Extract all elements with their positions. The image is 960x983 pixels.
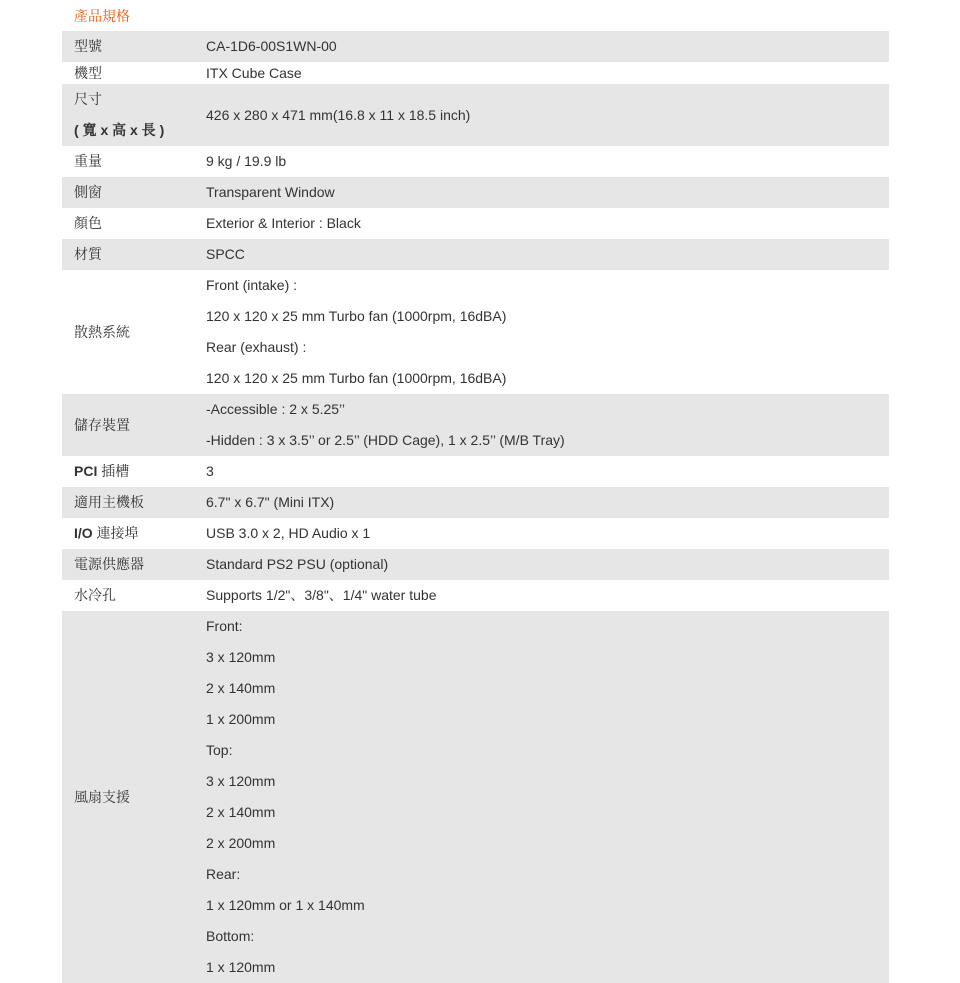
spec-label-bold: I/O <box>74 525 93 541</box>
spec-row-weight <box>62 146 889 177</box>
spec-value-line: 2 x 200mm <box>206 835 276 851</box>
spec-value-line: 120 x 120 x 25 mm Turbo fan (1000rpm, 16dBA) <box>206 370 507 386</box>
spec-label <box>62 518 206 549</box>
spec-value-line: 2 x 140mm <box>206 804 276 820</box>
spec-value-line: 3 x 120mm <box>206 773 276 789</box>
spec-value-line: 1 x 120mm <box>206 959 276 975</box>
spec-value <box>206 270 889 394</box>
spec-value: Transparent Window <box>206 177 889 208</box>
spec-value: CA-1D6-00S1WN-00 <box>206 31 889 62</box>
spec-value: USB 3.0 x 2, HD Audio x 1 <box>206 525 371 541</box>
spec-label <box>62 84 206 146</box>
spec-row-motherboard <box>62 487 889 518</box>
page-title: 產品規格 <box>74 8 130 24</box>
spec-row-model <box>62 31 889 62</box>
spec-value-line: 1 x 200mm <box>206 711 276 727</box>
spec-value-line: 3 x 120mm <box>206 649 276 665</box>
spec-value-line: Top: <box>206 742 233 758</box>
spec-value: 6.7" x 6.7" (Mini ITX) <box>206 487 889 518</box>
spec-value <box>206 394 889 456</box>
spec-value-line: -Accessible : 2 x 5.25’’ <box>206 401 346 417</box>
spec-value-line: Front: <box>206 618 243 634</box>
spec-row-water <box>62 580 889 611</box>
spec-label: 散熱系統 <box>74 323 130 340</box>
spec-row-cooling <box>62 270 889 394</box>
spec-label: 重量 <box>74 153 102 169</box>
spec-value: Standard PS2 PSU (optional) <box>206 549 889 580</box>
spec-value-line: 2 x 140mm <box>206 680 276 696</box>
spec-value-line: Rear: <box>206 866 241 882</box>
spec-label: 顏色 <box>74 215 102 231</box>
spec-value-line: 1 x 120mm or 1 x 140mm <box>206 897 365 913</box>
spec-row-material <box>62 239 889 270</box>
spec-value: SPCC <box>206 239 889 270</box>
spec-value: 426 x 280 x 471 mm(16.8 x 11 x 18.5 inch) <box>206 84 889 146</box>
spec-value: 9 kg / 19.9 lb <box>206 153 287 169</box>
spec-value-line: Rear (exhaust) : <box>206 339 307 355</box>
spec-value: Supports 1/2"、3/8"、1/4" water tube <box>206 587 437 603</box>
spec-label: 風扇支援 <box>62 611 206 983</box>
spec-label: 材質 <box>62 239 206 270</box>
spec-row-size <box>62 84 889 146</box>
spec-row-storage <box>62 394 889 456</box>
spec-label: 機型 <box>74 65 102 81</box>
spec-label: 儲存裝置 <box>62 394 206 456</box>
spec-table <box>62 31 889 983</box>
spec-label: 側窗 <box>62 177 206 208</box>
spec-row-pci <box>62 456 889 487</box>
spec-row-color <box>62 208 889 239</box>
spec-row-io <box>62 518 889 549</box>
spec-row-fan-support <box>62 611 889 983</box>
spec-label: 電源供應器 <box>62 549 206 580</box>
spec-label-rest: 插槽 <box>97 463 130 479</box>
spec-row-side-panel <box>62 177 889 208</box>
spec-label: 水冷孔 <box>74 587 116 603</box>
spec-value: ITX Cube Case <box>206 65 302 81</box>
spec-value-line: Front (intake) : <box>206 277 298 293</box>
spec-row-type <box>62 62 889 84</box>
spec-label-rest: 連接埠 <box>92 525 139 541</box>
spec-label-bold: PCI <box>74 463 98 479</box>
spec-value: Exterior & Interior : Black <box>206 215 361 231</box>
spec-row-psu <box>62 549 889 580</box>
spec-label: 型號 <box>62 31 206 62</box>
spec-label-line: ( 寬 x 高 x 長 ) <box>74 122 165 138</box>
spec-value-line: -Hidden : 3 x 3.5’’ or 2.5’’ (HDD Cage), 1 x 2.5’’ (M/B Tray) <box>206 432 565 448</box>
spec-value: 3 <box>206 463 214 479</box>
spec-value-line: Bottom: <box>206 928 255 944</box>
spec-label-line: 尺寸 <box>74 91 102 107</box>
spec-label: 適用主機板 <box>62 487 206 518</box>
spec-value <box>206 611 889 983</box>
spec-label <box>62 456 206 487</box>
spec-value-line: 120 x 120 x 25 mm Turbo fan (1000rpm, 16dBA) <box>206 308 507 324</box>
